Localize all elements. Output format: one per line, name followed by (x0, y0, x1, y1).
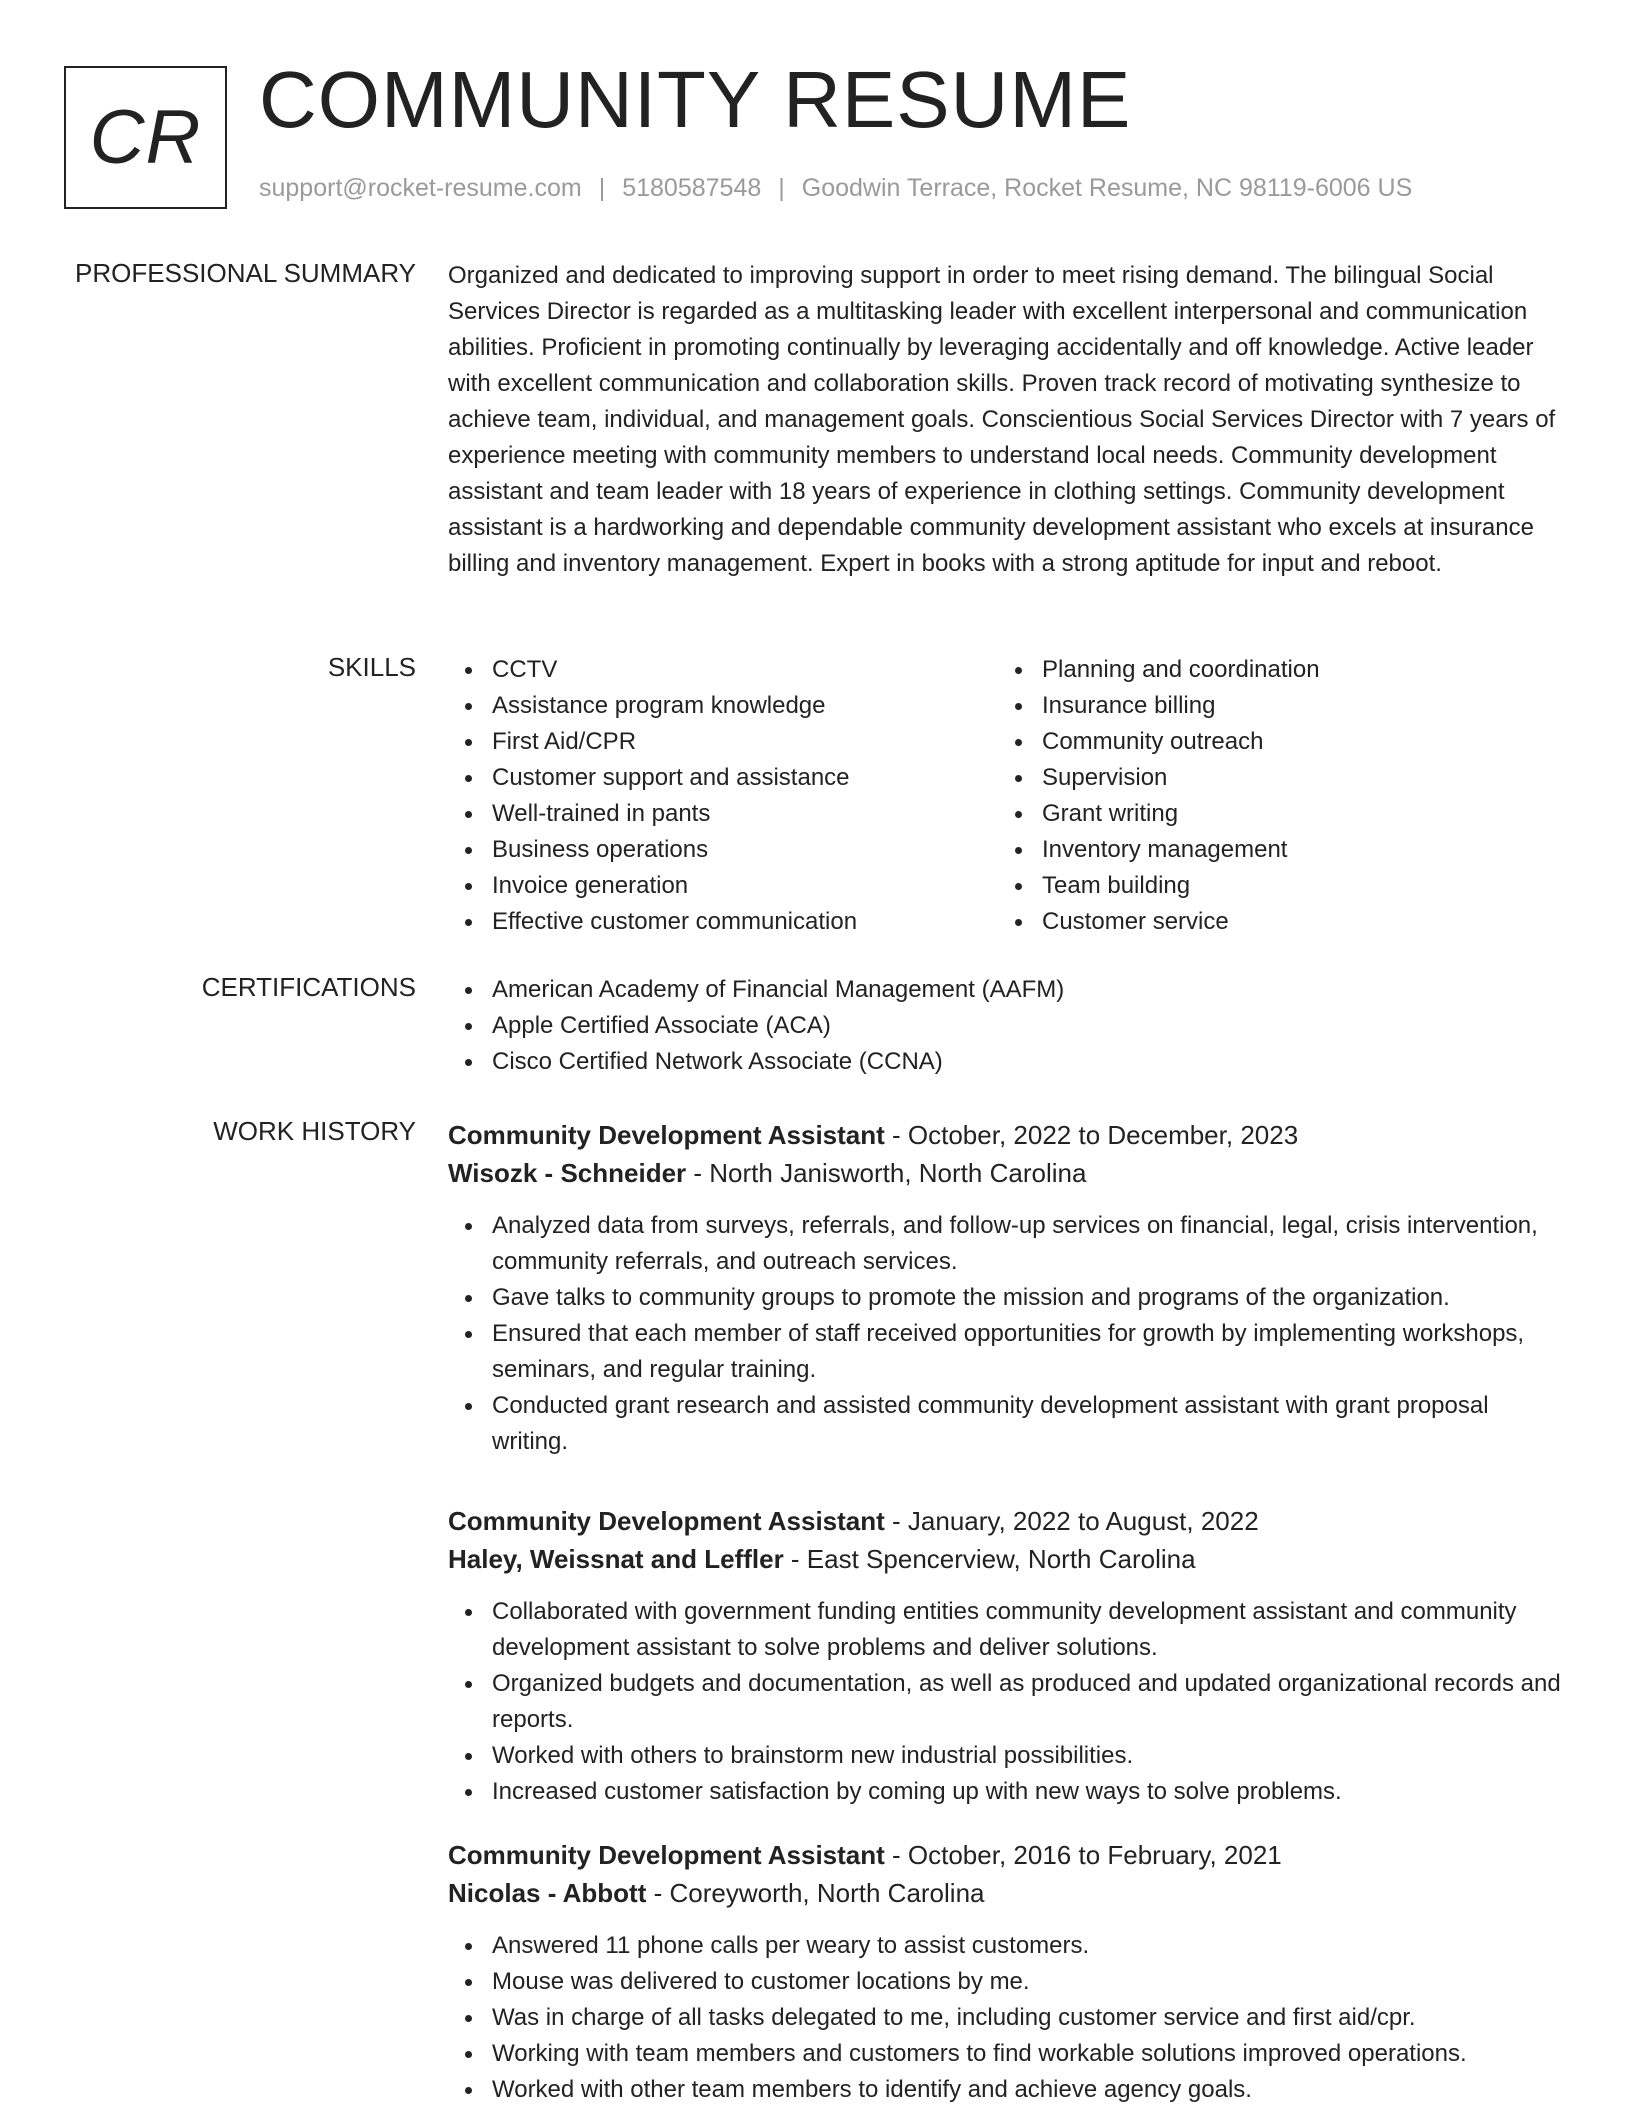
job-employer: Haley, Weissnat and Leffler (448, 1544, 784, 1574)
job-title: Community Development Assistant (448, 1840, 885, 1870)
job-duty-item: Answered 11 phone calls per weary to assist customers. (448, 1928, 1568, 1964)
skill-item: Supervision (998, 760, 1548, 796)
job-employer-line (448, 1540, 1568, 1578)
job-duty-item: Worked with other team members to identify and achieve agency goals. (448, 2072, 1568, 2108)
skill-item: Customer service (998, 904, 1548, 940)
section-label-summary: PROFESSIONAL SUMMARY (75, 258, 416, 288)
job-entry (448, 1116, 1568, 1460)
job-dates: - October, 2016 to February, 2021 (884, 1840, 1282, 1870)
skill-item: Insurance billing (998, 688, 1548, 724)
job-duty-item: Was in charge of all tasks delegated to me, including customer service and first aid/cpr. (448, 2000, 1568, 2036)
job-dates: - October, 2022 to December, 2023 (884, 1120, 1299, 1150)
job-duty-item: Conducted grant research and assisted community development assistant with grant proposal writing. (448, 1388, 1568, 1460)
job-location: - East Spencerview, North Carolina (783, 1544, 1196, 1574)
job-title: Community Development Assistant (448, 1506, 885, 1536)
job-location: - Coreyworth, North Carolina (646, 1878, 985, 1908)
contact-email[interactable]: support@rocket-resume.com (259, 174, 582, 202)
job-employer: Nicolas - Abbott (448, 1878, 647, 1908)
certification-item: American Academy of Financial Management (AAFM) (448, 972, 1568, 1008)
skill-item: Inventory management (998, 832, 1548, 868)
skill-item: CCTV (448, 652, 998, 688)
job-duty-item: Organized budgets and documentation, as well as produced and updated organizational records and reports. (448, 1666, 1568, 1738)
job-duties-list (448, 1594, 1568, 1810)
job-duty-item: Collaborated with government funding entities community development assistant and community development assistant to solve problems and deliver solutions. (448, 1594, 1568, 1666)
monogram-box (64, 66, 227, 209)
summary-text: Organized and dedicated to improving support in order to meet rising demand. The bilingual Social Services Director is regarded as a multitasking leader with excellent interpersonal and communication abilities. Proficient in promoting continually by leveraging accidentally and off knowledge. Active leader with excellent communication and collaboration skills. Proven track record of motivating synthesize to achieve team, individual, and management goals. Conscientious Social Services Director with 7 years of experience meeting with community members to understand local needs. Community development assistant and team leader with 18 years of experience in clothing settings. Community development assistant is a hardworking and dependable community development assistant who excels at insurance billing and inventory management. Expert in books with a strong aptitude for input and reboot. (448, 262, 1556, 577)
skill-item: Assistance program knowledge (448, 688, 998, 724)
contact-address: Goodwin Terrace, Rocket Resume, NC 98119-6006 US (801, 174, 1413, 202)
job-duty-item: Worked with others to brainstorm new industrial possibilities. (448, 1738, 1568, 1774)
job-employer-line (448, 1874, 1568, 1912)
skills-list-left (448, 652, 998, 940)
job-employer: Wisozk - Schneider (448, 1158, 687, 1188)
job-location: - North Janisworth, North Carolina (686, 1158, 1087, 1188)
skill-item: Business operations (448, 832, 998, 868)
job-title-line (448, 1502, 1568, 1540)
skill-item: Effective customer communication (448, 904, 998, 940)
job-dates: - January, 2022 to August, 2022 (884, 1506, 1259, 1536)
contact-separator: | (598, 174, 606, 202)
job-title: Community Development Assistant (448, 1120, 885, 1150)
skills-list-right (998, 652, 1548, 940)
job-title-line (448, 1836, 1568, 1874)
job-duty-item: Mouse was delivered to customer locations by me. (448, 1964, 1568, 2000)
job-duty-item: Ensured that each member of staff received opportunities for growth by implementing workshops, seminars, and regular training. (448, 1316, 1568, 1388)
job-duties-list (448, 1928, 1568, 2108)
skill-item: Grant writing (998, 796, 1548, 832)
certifications-list (448, 972, 1568, 1080)
certification-item: Apple Certified Associate (ACA) (448, 1008, 1568, 1044)
job-duty-item: Gave talks to community groups to promote the mission and programs of the organization. (448, 1280, 1568, 1316)
job-entry (448, 1836, 1568, 2108)
job-title-line (448, 1116, 1568, 1154)
skill-item: Team building (998, 868, 1548, 904)
section-label-work-history: WORK HISTORY (213, 1116, 416, 1146)
job-entry (448, 1502, 1568, 1810)
section-label-certifications: CERTIFICATIONS (201, 972, 416, 1002)
skill-item: Invoice generation (448, 868, 998, 904)
skill-item: Well-trained in pants (448, 796, 998, 832)
job-duty-item: Working with team members and customers to find workable solutions improved operations. (448, 2036, 1568, 2072)
contact-line (259, 174, 1412, 203)
monogram-initials: CR (89, 95, 202, 180)
skill-item: First Aid/CPR (448, 724, 998, 760)
certification-item: Cisco Certified Network Associate (CCNA) (448, 1044, 1568, 1080)
job-employer-line (448, 1154, 1568, 1192)
job-duty-item: Increased customer satisfaction by coming up with new ways to solve problems. (448, 1774, 1568, 1810)
skill-item: Community outreach (998, 724, 1548, 760)
skill-item: Customer support and assistance (448, 760, 998, 796)
job-duty-item: Analyzed data from surveys, referrals, and follow-up services on financial, legal, crisis intervention, community referrals, and outreach services. (448, 1208, 1568, 1280)
section-label-skills: SKILLS (327, 652, 416, 682)
contact-phone[interactable]: 5180587548 (622, 174, 762, 202)
contact-separator: | (778, 174, 785, 202)
resume-name: COMMUNITY RESUME (259, 55, 1132, 144)
skill-item: Planning and coordination (998, 652, 1548, 688)
job-duties-list (448, 1208, 1568, 1460)
